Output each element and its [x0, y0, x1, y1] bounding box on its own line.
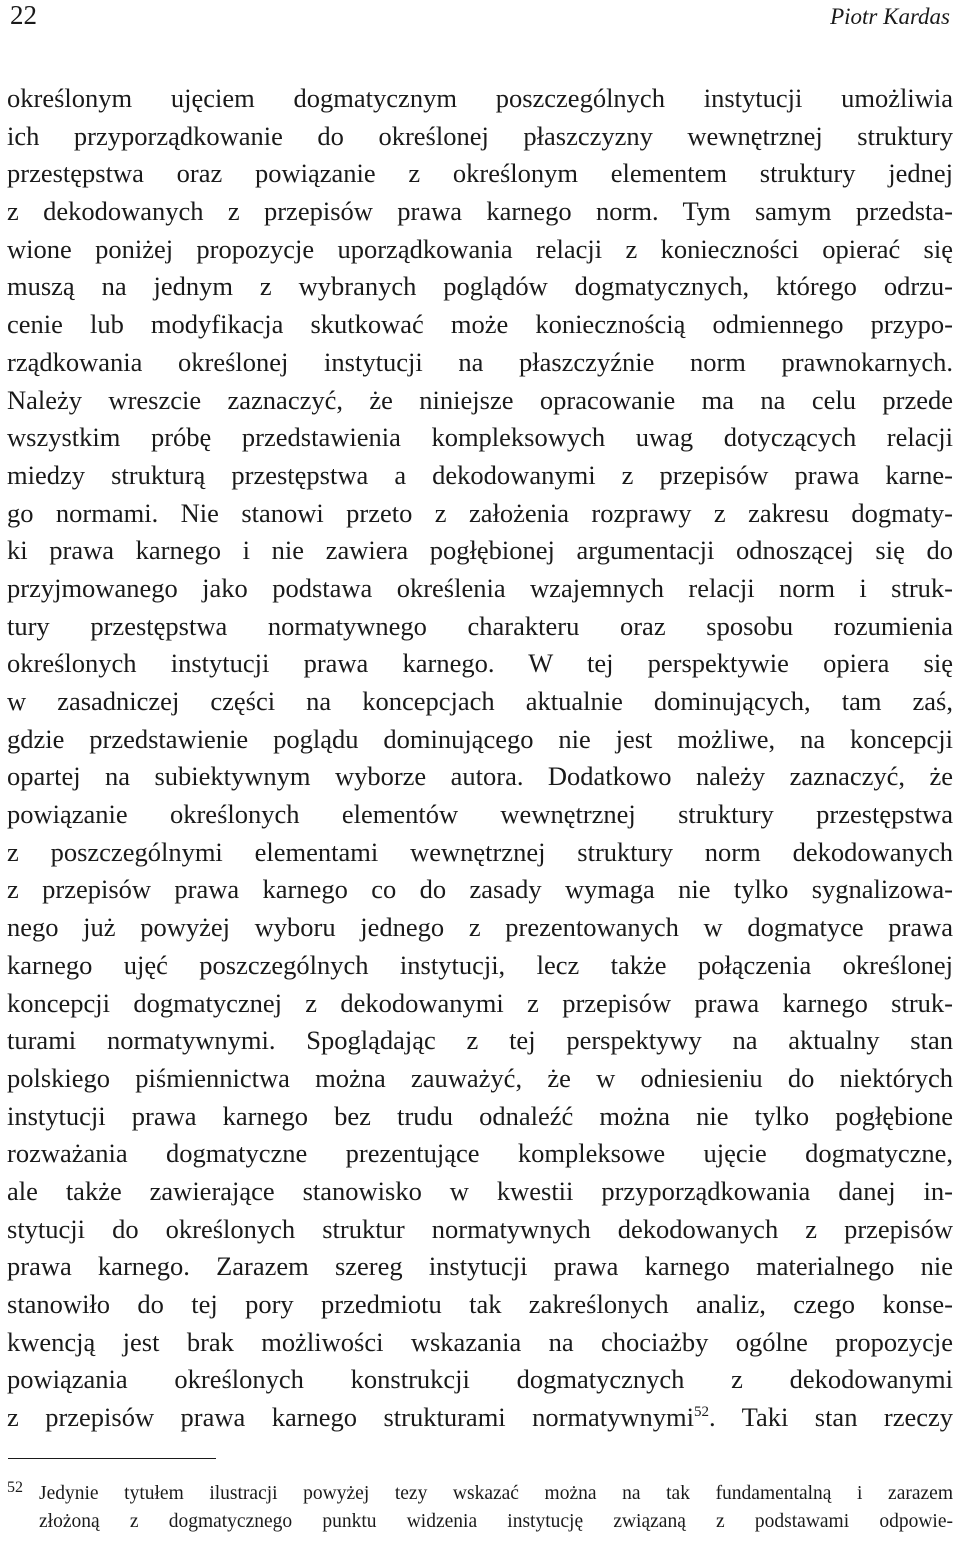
body-line: określonych instytucji prawa karnego. W tej perspektywie opiera się	[7, 648, 953, 679]
body-line: muszą na jednym z wybranych poglądów dogmatycznych, którego odrzu-	[7, 271, 953, 302]
body-line-last	[7, 1399, 953, 1437]
body-line: z poszczególnymi elementami wewnętrznej struktury norm dekodowanych	[7, 836, 953, 867]
body-line: prawa karnego. Zarazem szereg instytucji prawa karnego materialnego nie	[7, 1251, 953, 1282]
body-line: karnego ujęć poszczególnych instytucji, lecz także połączenia określonej	[7, 949, 953, 980]
body-line: określonym ujęciem dogmatycznym poszczególnych instytucji umożliwia	[7, 83, 953, 113]
running-head-author: Piotr Kardas	[830, 4, 950, 29]
body-line: ale także zawierające stanowisko w kwestii przyporządkowania danej in-	[7, 1175, 953, 1206]
footnote-divider	[8, 1458, 216, 1459]
body-line: kwencją jest brak możliwości wskazania na chociażby ogólne propozycje	[7, 1326, 953, 1357]
body-line: wione poniżej propozycje uporządkowania relacji z konieczności opierać się	[7, 233, 953, 264]
body-line: miedzy strukturą przestępstwa a dekodowanymi z przepisów prawa karne-	[7, 459, 953, 490]
body-line: go normami. Nie stanowi przeto z założenia rozprawy z zakresu dogmaty-	[7, 497, 953, 528]
body-line: stanowiło do tej pory przedmiotu tak zakreślonych analiz, czego konse-	[7, 1289, 953, 1319]
body-line: z dekodowanych z przepisów prawa karnego norm. Tym samym przedsta-	[7, 196, 953, 227]
body-line: ki prawa karnego i nie zawiera pogłębionej argumentacji odnoszącej się do	[7, 535, 953, 566]
footnote-reference[interactable]: 52	[694, 1404, 710, 1421]
body-line: wszystkim próbę przedstawienia kompleksowych uwag dotyczących relacji	[7, 422, 953, 453]
footnotes	[7, 1480, 953, 1536]
body-line: w zasadniczej części na koncepcjach aktualnie dominujących, tam zaś,	[7, 686, 953, 716]
footnote-text: Jedynie tytułem ilustracji powyżej tezy wskazać można na tak fundamentalną i zarazem	[39, 1483, 953, 1504]
body-text	[7, 80, 953, 1437]
body-line: nego już powyżej wyboru jednego z prezentowanych w dogmatyce prawa	[7, 912, 953, 943]
page-number: 22	[10, 0, 37, 30]
body-line-text: . Taki stan rzeczy	[709, 1402, 953, 1433]
body-line: rządkowania określonej instytucji na płaszczyźnie norm prawnokarnych.	[7, 346, 953, 377]
body-line: koncepcji dogmatycznej z dekodowanymi z przepisów prawa karnego struk-	[7, 987, 953, 1018]
body-line: polskiego piśmiennictwa można zauważyć, że w odniesieniu do niektórych	[7, 1062, 953, 1093]
body-line: przyjmowanego jako podstawa określenia wzajemnych relacji norm i struk-	[7, 572, 953, 603]
body-line: turami normatywnymi. Spoglądając z tej perspektywy na aktualny stan	[7, 1025, 953, 1056]
body-line: gdzie przedstawienie poglądu dominującego nie jest możliwe, na koncepcji	[7, 723, 953, 754]
body-line: przestępstwa oraz powiązanie z określonym elementem struktury jednej	[7, 158, 953, 189]
body-line: tury przestępstwa normatywnego charakteru oraz sposobu rozumienia	[7, 610, 953, 641]
body-line: Należy wreszcie zaznaczyć, że niniejsze opracowanie ma na celu przede	[7, 384, 953, 415]
body-line: rozważania dogmatyczne prezentujące kompleksowe ujęcie dogmatyczne,	[7, 1138, 953, 1169]
footnote-marker: 52	[7, 1479, 23, 1496]
body-line: powiązania określonych konstrukcji dogmatycznych z dekodowanymi	[7, 1364, 953, 1395]
footnote-line	[7, 1480, 953, 1508]
body-line: powiązanie określonych elementów wewnętrznej struktury przestępstwa	[7, 799, 953, 830]
body-line-text: z przepisów prawa karnego strukturami normatywnymi	[7, 1402, 695, 1433]
body-line: ich przyporządkowanie do określonej płaszczyzny wewnętrznej struktury	[7, 120, 953, 151]
footnote-line: złożoną z dogmatycznego punktu widzenia instytucję związaną z podstawami odpowie-	[39, 1511, 953, 1532]
body-line: z przepisów prawa karnego co do zasady wymaga nie tylko sygnalizowa-	[7, 874, 953, 905]
body-line: instytucji prawa karnego bez trudu odnaleźć można nie tylko pogłębione	[7, 1100, 953, 1131]
body-line: opartej na subiektywnym wyborze autora. Dodatkowo należy zaznaczyć, że	[7, 761, 953, 792]
body-line: stytucji do określonych struktur normatywnych dekodowanych z przepisów	[7, 1213, 953, 1244]
body-line: cenie lub modyfikacja skutkować może koniecznością odmiennego przypo-	[7, 309, 953, 340]
